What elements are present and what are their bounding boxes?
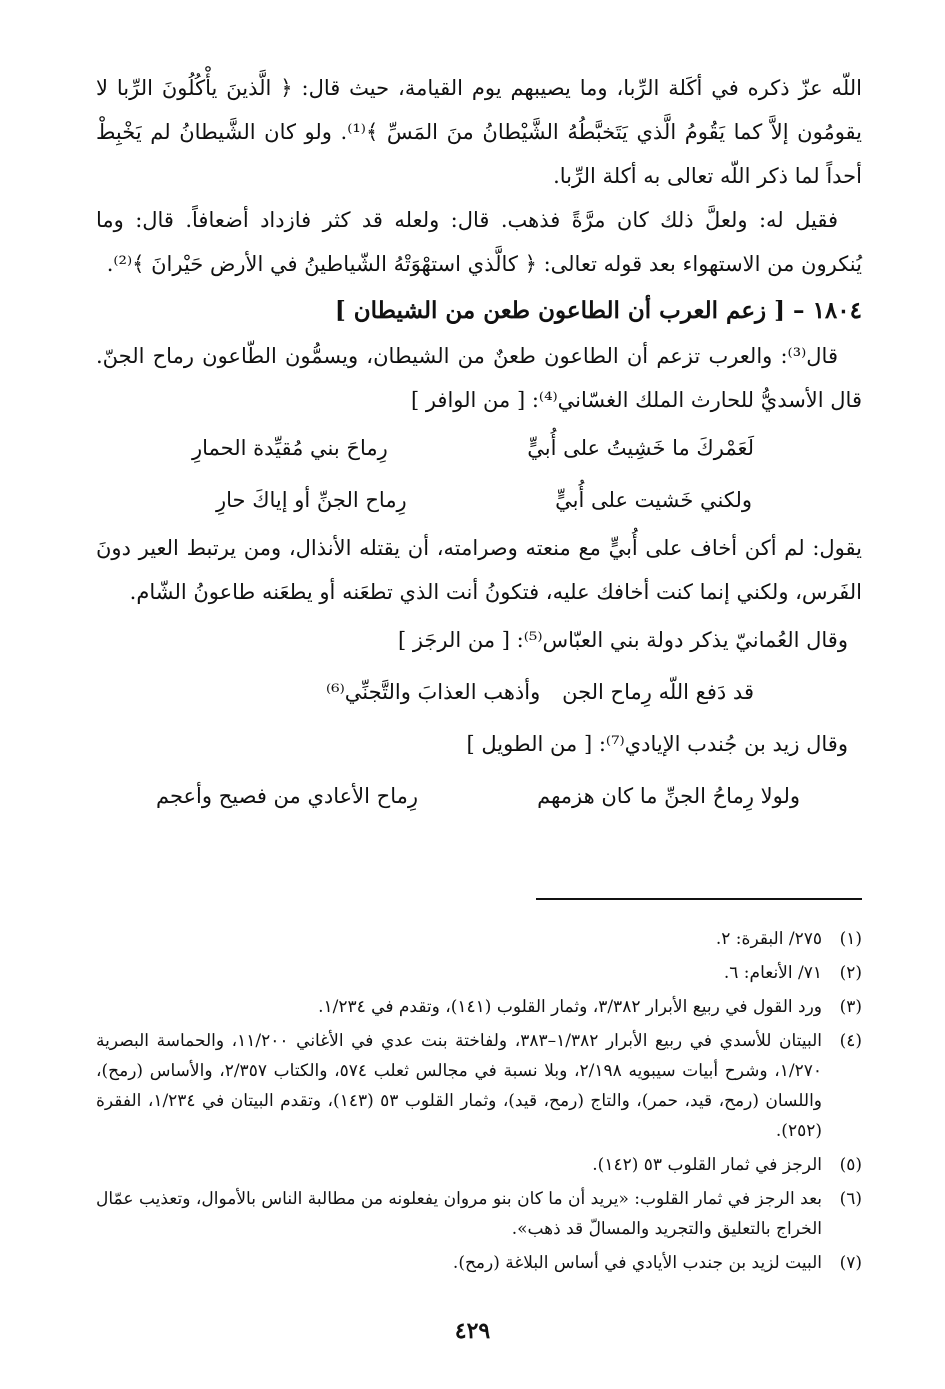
footnote-number: (١)	[839, 929, 862, 949]
footnote-divider	[536, 898, 862, 900]
footnote-text: ٢٧٥/ البقرة: ٢.	[715, 929, 822, 949]
verse-line	[96, 666, 862, 718]
verse-second-hemistich: وأذهب العذابَ والتَّجنِّي⁽⁶⁾	[326, 680, 541, 704]
footnote	[96, 1026, 862, 1146]
footnote-text: ٧١/ الأنعام: ٦.	[723, 963, 822, 983]
paragraph-taun: قال⁽³⁾: والعرب تزعم أن الطاعون طعنٌ من الشيطان، ويسمُّون الطّاعون رماح الجنّ. قال الأسديُّ للحارث الملك الغسّاني⁽⁴⁾: [ من الوافر ]	[96, 344, 862, 412]
footnote-number: (٣)	[839, 997, 862, 1017]
paragraph-riba: اللّه عزّ ذكره في أكَلة الرِّبا، وما يصيبهم يوم القيامة، حيث قال: ﴿ الَّذينَ يأْكُلُونَ الرِّبا لا يقومُون إلاَّ كما يَقُومُ الَّذي يَتَخبَّطُهُ الشَّيْطانُ منَ المَسِّ ﴾⁽¹⁾. ولو كان الشَّيطانُ لم يَخْبِطْ أحداً لما ذكر اللّه تعالى به أكلة الرِّبا.	[96, 76, 863, 188]
footnote-number: (٢)	[839, 963, 862, 983]
poem-intro-zayd: وقال زيد بن جُندب الإيادي⁽⁷⁾: [ من الطويل ]	[466, 732, 848, 756]
footnote-text: الرجز في ثمار القلوب ٥٣ (١٤٢).	[592, 1155, 822, 1175]
paragraph-explanation: يقول: لم أكن أخاف على أُبيٍّ مع منعته وصرامته، أن يقتله الأنذال، ومن يرتبط العير دونَ الفَرس، ولكني إنما كنت أخافك عليه، فتكونُ أنت الذي تطعَنه أو يطعَنه طاعونُ الشّام.	[96, 536, 862, 604]
verse-second-hemistich: رِماحَ بني مُقيِّدة الحمارِ	[192, 436, 388, 460]
poem-intro-umani: وقال العُمانيّ يذكر دولة بني العبّاس⁽⁵⁾: [ من الرجَز ]	[397, 628, 848, 652]
footnote-text: البيت لزيد بن جندب الأيادي في أساس البلاغة (رمح).	[452, 1253, 822, 1273]
footnote-text: بعد الرجز في ثمار القلوب: «يريد أن ما كان بنو مروان يفعلونه من مطالبة الناس بالأموال، وتعذيب عمّال الخراج بالتعليق والتجريد والمسالّ قد ذهب».	[96, 1189, 822, 1239]
verse-first-hemistich: ولولا رِماحُ الجنِّ ما كان هزمهم	[537, 784, 800, 808]
footnote-text: ورد القول في ربيع الأبرار ٣/٣٨٢، وثمار القلوب (١٤١)، وتقدم في ١/٢٣٤.	[318, 997, 822, 1017]
footnote	[96, 1184, 862, 1244]
verse-first-hemistich: ولكني خَشيت على أُبيٍّ	[555, 488, 752, 512]
footnote	[96, 924, 862, 954]
footnotes	[96, 924, 862, 1282]
section-heading: ١٨٠٤ – [ زعم العرب أن الطاعون طعن من الشيطان ]	[334, 297, 862, 324]
footnote-text: البيتان للأسدي في ربيع الأبرار ١/٣٨٢–٣٨٣، ولفاختة بنت عدي في الأغاني ١١/٢٠٠، والحماسة البصرية ١/٢٧٠، وشرح أبيات سيبويه ٢/١٩٨، وبلا نسبة في مجالس ثعلب ٥٧٤، والكتاب ٢/٣٥٧، والأساس (رمح)، واللسان (رمح، قيد، حمر)، والتاج (رمح، قيد)، وثمار القلوب ٥٣ (١٤٣)، وتقدم البيتان في ١/٢٣٤، الفقرة (٢٥٢).	[96, 1031, 823, 1141]
footnote	[96, 958, 862, 988]
verse-line	[96, 474, 862, 526]
verse-first-hemistich: قد دَفع اللّه رِماح الجن	[562, 680, 754, 704]
verse-line	[96, 422, 862, 474]
footnote	[96, 1248, 862, 1278]
footnote	[96, 992, 862, 1022]
footnote-number: (٤)	[839, 1031, 862, 1051]
page-body	[96, 66, 862, 822]
footnote-number: (٧)	[839, 1253, 862, 1273]
verse-second-hemistich: رِماح الجنِّ أو إياكَ حارِ	[216, 488, 407, 512]
verse-second-hemistich: رِماح الأعادي من فصيح وأعجم	[156, 784, 418, 808]
footnote-number: (٥)	[839, 1155, 862, 1175]
footnote-number: (٦)	[839, 1189, 862, 1209]
footnote	[96, 1150, 862, 1180]
verse-first-hemistich: لَعَمْركَ ما خَشِيتُ على أُبيٍّ	[527, 436, 754, 460]
verse-line	[96, 770, 862, 822]
paragraph-istihwa: فقيل له: ولعلَّ ذلك كان مرَّةً فذهب. قال: ولعله قد كثر فازداد أضعافاً. قال: وما يُنكرون من الاستهواء بعد قوله تعالى: ﴿ كالَّذي استهْوَتْهُ الشّياطينُ في الأرض حَيْرانَ ﴾⁽²⁾.	[96, 208, 862, 276]
page-number: ٤٢٩	[454, 1318, 491, 1344]
